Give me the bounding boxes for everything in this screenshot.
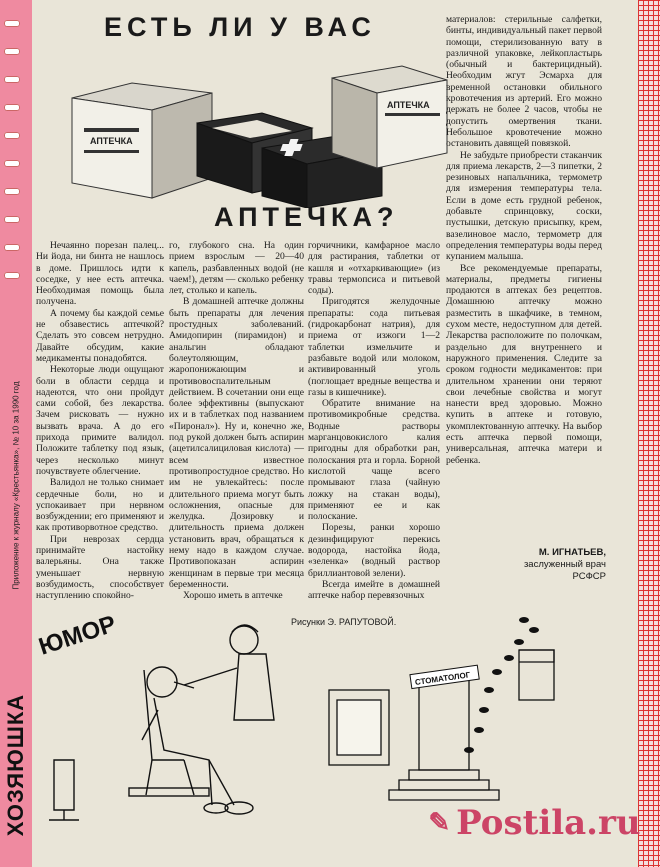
paragraph: Порезы, ранки хорошо дезинфицируют перекись водорода, настойка йода, «зеленка» (водный раствор бриллиантовой зелени).	[308, 522, 440, 579]
author-byline	[496, 547, 606, 583]
headline-bottom: АПТЕЧКА?	[214, 202, 399, 232]
paragraph: материалов: стерильные салфетки, бинты, индивидуальный пакет первой помощи, стерилизованную вату в различной упаковке, лейкопластырь (обычный и бактерицидный). Необходим жгут Эсмарха для временной остановки обильного кровотечения из артерий. Его можно держать не более 2 часов, чтобы не допустить омертвения ткани. Небольшое кровотечение можно остановить давящей повязкой.	[446, 14, 602, 150]
paragraph: горчичники, камфарное масло для растирания, таблетки от кашля и «отхаркивающие» (из травы термопсиса и питьевой соды).	[308, 240, 440, 297]
text-column-1	[36, 240, 164, 602]
first-aid-kits-photo	[62, 58, 452, 208]
paragraph: При неврозах сердца принимайте настойку валерьяны. Она также уменьшает нервную возбудимость, способствует наступлению спокойно-	[36, 533, 164, 602]
article-page	[34, 0, 641, 867]
paragraph: Нечаянно порезан палец... Ни йода, ни бинта не нашлось в доме. Пришлось идти к соседке, у нее есть аптечка. Необходимая помощь была получена.	[36, 240, 164, 308]
watermark-text: Postila.ru	[456, 803, 641, 843]
magazine-spine	[0, 0, 32, 867]
paragraph: Обратите внимание на противомикробные средства. Водные растворы марганцовокислого калия пригодны для обработки ран, полоскания рта и горла. Борной кислотой чаще всего промывают глаза (чайную ложку на стакан воды), применяют ее и как полоскание.	[308, 398, 440, 523]
headline-top: ЕСТЬ ЛИ У ВАС	[104, 12, 376, 42]
dentist-cartoon	[34, 610, 304, 825]
paragraph: Не забудьте приобрести стаканчик для приема лекарств, 2—3 пипетки, 2 резиновых напальчника, термометр для измерения температуры тела. Если в доме есть грудной ребенок, добавьте спринцовку, соски, пустышки, детскую присыпку, крем, вазелиновое масло, термометр для определения температуры воды перед купанием малыша.	[446, 149, 602, 263]
paragraph: Хорошо иметь в аптечке	[183, 590, 283, 602]
kit-label-left: АПТЕЧКА	[90, 136, 133, 146]
spine-logo: ХОЗЯЮШКА	[3, 693, 28, 837]
author-name: М. ИГНАТЬЕВ,	[538, 547, 606, 558]
notebook-grid-edge	[638, 0, 660, 867]
paragraph: В домашней аптечке должны быть препараты для лечения простудных заболеваний. Амидопирин (пирамидон) и анальгин обладают болеутоляющим, жаропонижающим и противовоспалительным действием. В сочетании они еще более эффективны (выпускают их и в таблетках под названием «Пиронал»). Ну и, конечно же, под рукой должен быть аспирин (ацетилсалициловая кислота) — всем известное противопростудное средство. Но им не увлекайтесь: после длительного приема могут быть осложнения, опасные для желудка. Дозировку и длительность приема должен установить врач, обращаться к нему надо в каждом случае. Противопоказан аспирин женщинам в первые три месяца беременности.	[169, 296, 304, 590]
illustration-credit: Рисунки Э. РАПУТОВОЙ.	[291, 617, 397, 627]
paragraph: Валидол не только снимает сердечные боли, но и успокаивает при нервном возбуждении; его применяют и как противорвотное средство.	[36, 477, 164, 534]
paragraph: Пригодятся желудочные препараты: сода питьевая (гидрокарбонат натрия), для приема от изжоги 1—2 таблетки измельчите и разбавьте водой или молоком, активированный уголь (поглощает вредные вещества и газы в кишечнике).	[308, 296, 440, 398]
clinic-sign: СТОМАТОЛОГ	[414, 670, 471, 688]
text-column-3	[308, 240, 440, 602]
text-column-4	[446, 14, 602, 466]
paragraph: Некоторые люди ощущают боли в области сердца и надеются, что они пройдут сами собой, без лекарства. Зачем рисковать — нужно вызвать врача. А до его прихода примите валидол. Положите таблетку под язык, через несколько минут почувствуете облегчение.	[36, 364, 164, 477]
humor-lettering: ЮМОР	[35, 610, 120, 661]
spine-publication-info: Приложение к журналу «Крестьянка», № 10 за 1990 год	[11, 380, 21, 590]
paragraph: Всегда имейте в домашней аптечке набор перевязочных	[308, 578, 440, 602]
pin-icon: ✎	[428, 808, 451, 838]
kit-label-right: АПТЕЧКА	[387, 100, 430, 110]
watermark	[428, 786, 641, 860]
paragraph: А почему бы каждой семье не обзавестись аптечкой? Сделать это совсем нетрудно. Давайте обсудим, какие медикаменты понадобятся.	[36, 307, 164, 364]
text-column-2	[169, 240, 304, 602]
author-title: заслуженный врач РСФСР	[523, 559, 606, 582]
paragraph: Все рекомендуемые препараты, материалы, предметы гигиены продаются в аптеках без рецептов. Домашнюю аптечку можно разместить в шкафчике, в темном, сухом месте, недоступном для детей. Лекарства расположите по полочкам, раздельно для внутреннего и наружного применения. Следите за сроком годности медикаментов: при длительном хранении они теряют свои лечебные свойства и могут нанести вред здоровью. Можно купить в аптеке и готовую, укомплектованную аптечку. На выбор есть аптечка первой помощи, универсальная, аптечка матери и ребенка.	[446, 262, 602, 466]
paragraph: го, глубокого сна. На один прием взрослым — 20—40 капель, разбавленных водой (не чаем!), детям — сколько ребенку лет, столько и капель.	[169, 240, 304, 297]
clinic-cartoon	[319, 610, 609, 810]
